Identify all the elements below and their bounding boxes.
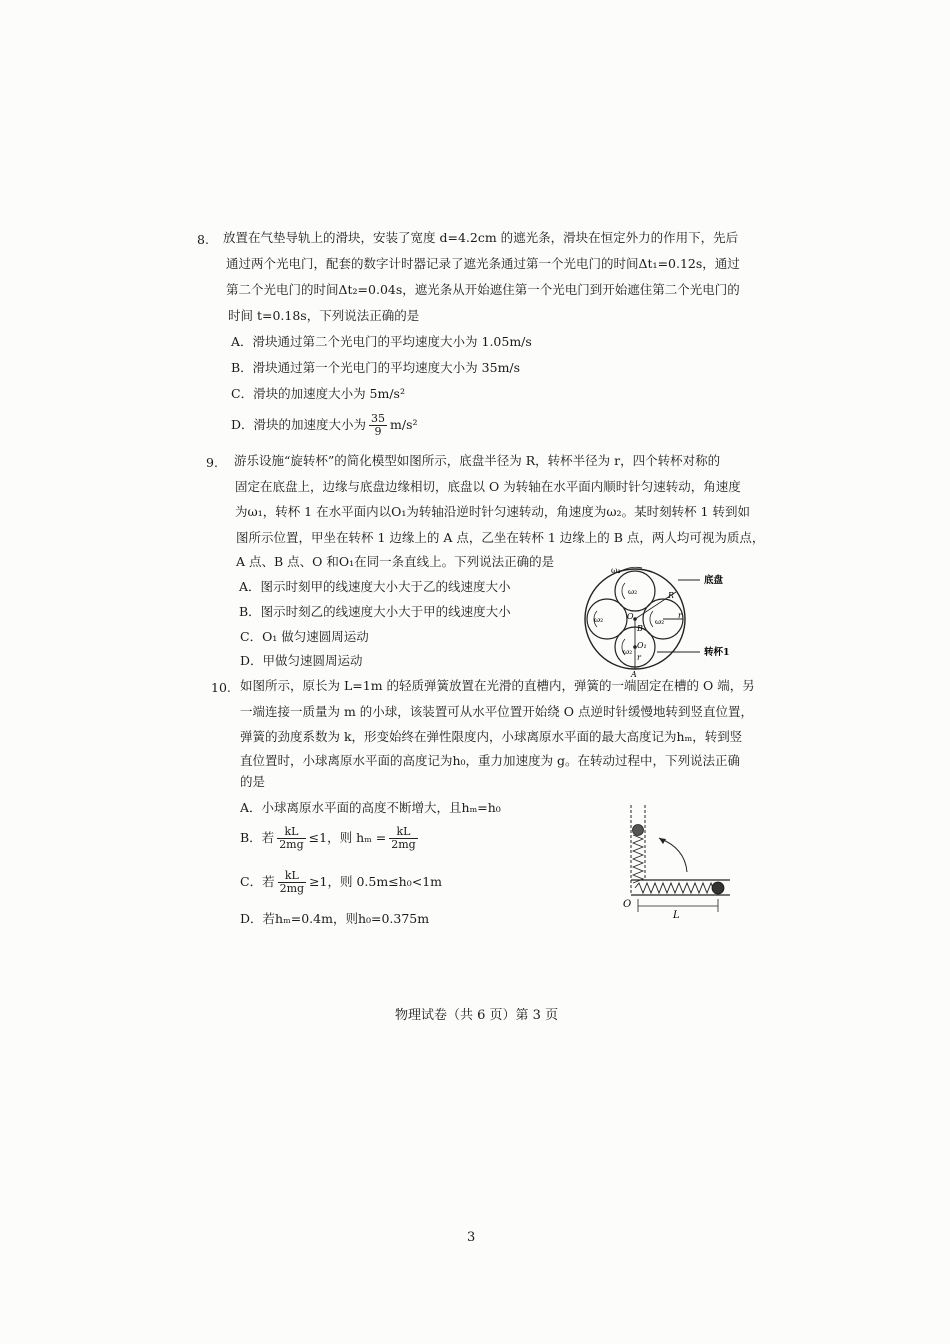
stem-line: 弹簧的劲度系数为 k，形变始终在弹性限度内，小球离原水平面的最大高度记为hₘ，转到竖: [240, 729, 743, 744]
question-number: 8.: [197, 232, 209, 247]
option-a: A．图示时刻甲的线速度大小大于乙的线速度大小: [239, 579, 511, 594]
stem-line: 时间 t=0.18s，下列说法正确的是: [228, 308, 420, 323]
stem-line: 直位置时，小球离原水平面的高度记为h₀，重力加速度为 g。在转动过程中，下列说法正确: [240, 753, 741, 768]
label-omega1: ω₁: [611, 566, 621, 575]
stem-line: A 点、B 点、O 和O₁在同一条直线上。下列说法正确的是: [236, 554, 555, 569]
omega2-arrow: [650, 611, 653, 627]
label-omega2: ω₂: [594, 615, 604, 624]
fraction: $\frac{kL}{2mg}$: [279, 869, 305, 895]
stem-line: 固定在底盘上，边缘与底盘边缘相切，底盘以 O 为转轴在水平面内顺时针匀速转动，角速度: [235, 479, 741, 494]
center-O: [633, 617, 637, 621]
stem-line: 第二个光电门的时间Δt₂=0.04s，遮光条从开始遮住第一个光电门到开始遮住第二个光电门的: [226, 282, 740, 297]
question-number: 9.: [206, 455, 218, 470]
ball-horizontal: [712, 882, 724, 894]
label-O: O: [627, 612, 634, 621]
option-c: C．O₁ 做匀速圆周运动: [240, 629, 369, 644]
label-O: O: [623, 899, 632, 910]
rotating-cup-diagram: [580, 562, 760, 682]
option-d-unit: m/s²: [390, 417, 418, 432]
option-d: D．若hₘ=0.4m，则h₀=0.375m: [240, 911, 430, 926]
option-b-prefix: B．若: [240, 830, 275, 845]
stem-line: 放置在气垫导轨上的滑块，安装了宽度 d=4.2cm 的遮光条，滑块在恒定外力的作用下，先后: [223, 230, 739, 245]
label-omega2: ω₂: [655, 617, 665, 626]
option-b: [240, 824, 421, 852]
option-b: B．滑块通过第一个光电门的平均速度大小为 35m/s: [231, 360, 521, 375]
label-r: r: [678, 611, 682, 620]
stem-line: 的是: [240, 774, 266, 789]
spring-horizontal: [635, 883, 719, 893]
stem-line: 图所示位置，甲坐在转杯 1 边缘上的 A 点，乙坐在转杯 1 边缘上的 B 点，两人均可视为质点，: [236, 530, 765, 545]
label-A: A: [631, 670, 637, 679]
label-r: r: [637, 653, 641, 662]
option-b: B．图示时刻乙的线速度大小大于甲的线速度大小: [239, 604, 511, 619]
option-c-prefix: C．若: [240, 874, 275, 889]
fraction: $\frac{kL}{2mg}$: [391, 825, 416, 851]
label-O1: O₁: [637, 641, 647, 650]
option-c: [240, 868, 442, 896]
label-R: R: [668, 591, 675, 600]
stem-line: 游乐设施“旋转杯”的简化模型如图所示，底盘半径为 R，转杯半径为 r，四个转杯对称的: [234, 453, 721, 468]
option-a: A．小球离原水平面的高度不断增大，且hₘ=h₀: [240, 800, 501, 815]
label-base: 底盘: [704, 575, 724, 586]
ball-vertical: [633, 825, 644, 836]
question-number: 10.: [211, 680, 231, 695]
option-c-mid: ≥1，则 0.5m≤h₀<1m: [309, 874, 443, 889]
stem-line: 为ω₁，转杯 1 在水平面内以O₁为转轴沿逆时针匀速转动，角速度为ω₂。某时刻转杯 1 转到如: [235, 504, 750, 519]
stem-line: 通过两个光电门，配套的数字计时器记录了遮光条通过第一个光电门的时间Δt₁=0.12s，通过: [226, 256, 740, 271]
label-B: B: [637, 624, 643, 633]
page-number: 3: [467, 1230, 476, 1245]
option-c: C．滑块的加速度大小为 5m/s²: [231, 386, 405, 401]
spring-groove-diagram: [615, 800, 745, 925]
label-cup1: 转杯1: [704, 647, 730, 658]
option-d-text: D．滑块的加速度大小为: [231, 417, 367, 432]
label-omega2: ω₂: [623, 647, 633, 656]
option-a: A．滑块通过第二个光电门的平均速度大小为 1.05m/s: [231, 334, 532, 349]
fraction: $\frac{35}{9}$: [371, 412, 386, 438]
stem-line: 一端连接一质量为 m 的小球，该装置可从水平位置开始绕 O 点逆时针缓慢地转到竖直位置，: [240, 704, 753, 719]
option-b-mid: ≤1，则 hₘ =: [308, 830, 387, 845]
page-footer: 物理试卷（共 6 页）第 3 页: [395, 1008, 559, 1023]
omega2-arrow: [622, 583, 625, 599]
option-d: [231, 412, 418, 438]
spring-vertical: [633, 835, 643, 883]
label-L: L: [673, 910, 680, 921]
stem-line: 如图所示，原长为 L=1m 的轻质弹簧放置在光滑的直槽内，弹簧的一端固定在槽的 O 端，另: [240, 678, 755, 693]
label-omega2: ω₂: [628, 587, 638, 596]
fraction: $\frac{kL}{2mg}$: [279, 825, 304, 851]
option-d: D．甲做匀速圆周运动: [240, 653, 363, 668]
